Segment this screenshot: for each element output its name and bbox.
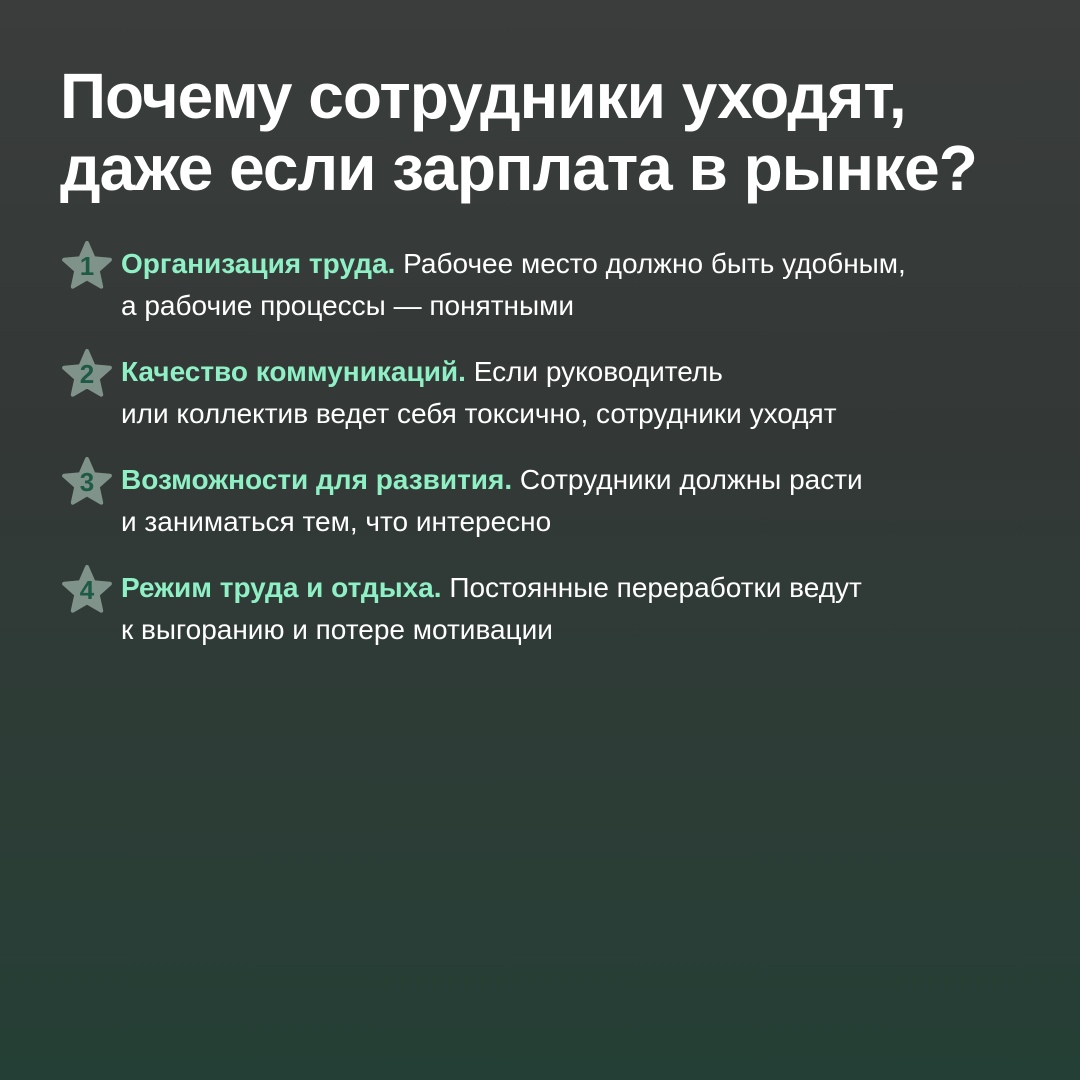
item-line-1 (121, 459, 1051, 501)
item-description: Рабочее место должно быть удобным, (395, 248, 906, 279)
badge-number: 1 (79, 251, 95, 281)
item-highlight: Режим труда и отдыха. (121, 572, 442, 603)
title-line-2: даже если зарплата в рынке? (60, 132, 977, 204)
item-line-2: а рабочие процессы — понятными (121, 290, 575, 321)
star-badge-icon (60, 456, 114, 510)
item-highlight: Организация труда. (121, 248, 396, 279)
item-text (121, 567, 1051, 651)
badge-number: 4 (79, 575, 95, 605)
reasons-list (60, 240, 1050, 672)
item-highlight: Качество коммуникаций. (121, 356, 466, 387)
star-badge-icon (60, 348, 114, 402)
item-text (121, 351, 1051, 435)
item-line-1 (121, 243, 1051, 285)
title-line-1: Почему сотрудники уходят, (60, 60, 906, 132)
list-item (60, 348, 1050, 456)
item-description: Сотрудники должны расти (512, 464, 863, 495)
item-line-1 (121, 567, 1051, 609)
badge-number: 2 (79, 359, 95, 389)
item-highlight: Возможности для развития. (121, 464, 513, 495)
badge-number: 3 (79, 467, 95, 497)
item-text (121, 243, 1051, 327)
item-text (121, 459, 1051, 543)
item-description: Постоянные переработки ведут (441, 572, 862, 603)
item-line-2: или коллектив ведет себя токсично, сотрудники уходят (121, 398, 837, 429)
item-line-1 (121, 351, 1051, 393)
item-line-2: и заниматься тем, что интересно (121, 506, 552, 537)
list-item (60, 456, 1050, 564)
item-description: Если руководитель (465, 356, 723, 387)
item-line-2: к выгоранию и потере мотивации (121, 614, 553, 645)
list-item (60, 240, 1050, 348)
star-badge-icon (60, 564, 114, 618)
list-item (60, 564, 1050, 672)
page-title (60, 60, 1040, 204)
star-badge-icon (60, 240, 114, 294)
